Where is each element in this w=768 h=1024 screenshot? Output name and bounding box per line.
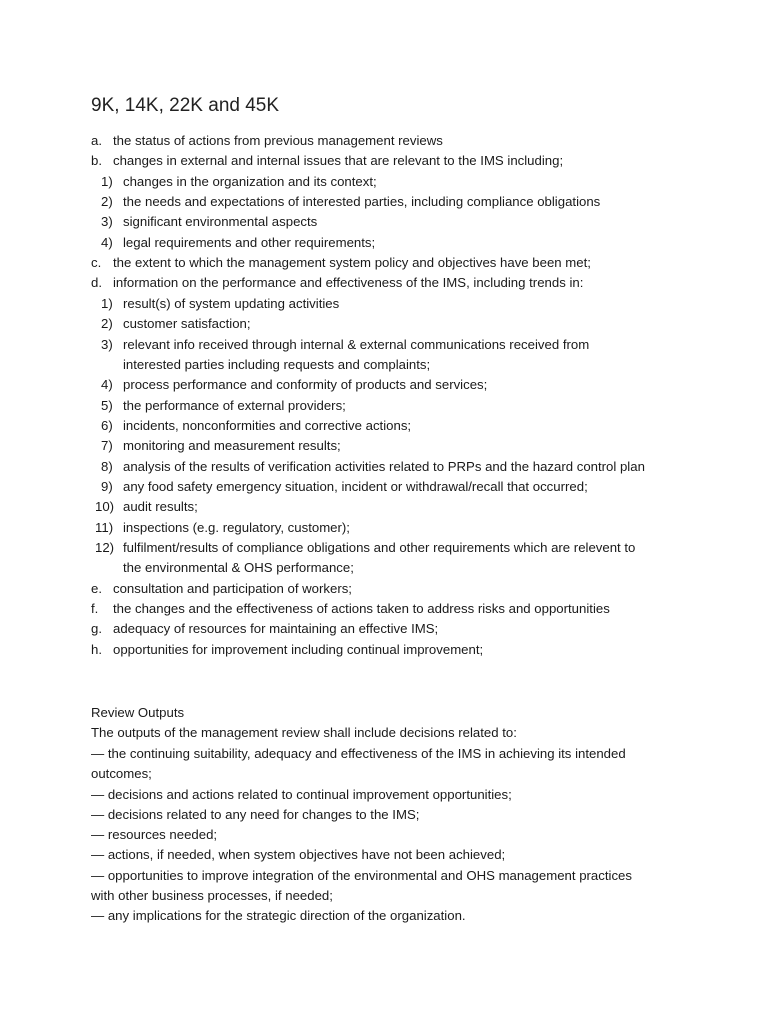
list-item-marker: 4) bbox=[101, 377, 113, 393]
review-outputs-intro: The outputs of the management review shall include decisions related to: bbox=[91, 725, 517, 740]
list-item bbox=[0, 641, 768, 661]
review-output-line: — opportunities to improve integration of the environmental and OHS management practices bbox=[91, 867, 632, 883]
list-item-marker: 6) bbox=[101, 417, 113, 433]
list-item-text: changes in external and internal issues that are relevant to the IMS including; bbox=[113, 153, 564, 169]
list-item bbox=[0, 254, 768, 274]
list-item bbox=[0, 356, 768, 376]
list-item bbox=[0, 458, 768, 478]
list-item-marker: 11) bbox=[95, 519, 114, 535]
review-outputs-title: Review Outputs bbox=[91, 705, 185, 720]
list-item bbox=[0, 498, 768, 518]
list-item-marker: 2) bbox=[101, 316, 113, 332]
list-item bbox=[0, 620, 768, 640]
list-item bbox=[0, 417, 768, 437]
list-item-marker: g. bbox=[91, 621, 102, 637]
list-item-text: inspections (e.g. regulatory, customer); bbox=[123, 519, 350, 535]
list-item-marker: c. bbox=[91, 255, 102, 271]
list-item bbox=[0, 234, 768, 254]
list-item-marker: b. bbox=[91, 153, 102, 169]
list-item-text: legal requirements and other requirements; bbox=[123, 234, 376, 250]
list-item bbox=[0, 559, 768, 579]
list-item-text: customer satisfaction; bbox=[123, 316, 251, 332]
list-item-marker: 12) bbox=[95, 540, 115, 555]
list-item-text: significant environmental aspects bbox=[123, 214, 318, 230]
list-item-text: the environmental & OHS performance; bbox=[123, 560, 354, 576]
list-item-text: the needs and expectations of interested parties, including compliance obligations bbox=[123, 194, 601, 210]
list-item-marker: 4) bbox=[101, 234, 113, 250]
list-item-text: relevant info received through internal & external communications received from bbox=[123, 336, 590, 352]
list-item-marker: 8) bbox=[101, 458, 113, 474]
list-item-text: changes in the organization and its context; bbox=[123, 173, 377, 189]
list-item-text: the performance of external providers; bbox=[123, 397, 346, 413]
list-item-text: consultation and participation of workers; bbox=[113, 580, 352, 596]
review-output-line: — resources needed; bbox=[91, 827, 218, 842]
list-item bbox=[0, 519, 768, 539]
list-item-marker: h. bbox=[91, 641, 102, 657]
list-item-marker: 3) bbox=[101, 336, 113, 352]
list-item-text: the changes and the effectiveness of actions taken to address risks and opportunities bbox=[113, 601, 610, 617]
list-item-text: fulfilment/results of compliance obligations and other requirements which are relevent to bbox=[123, 540, 636, 555]
list-item-marker: f. bbox=[91, 601, 99, 617]
list-item-marker: 2) bbox=[101, 194, 113, 210]
list-item-marker: 5) bbox=[101, 397, 113, 413]
list-item bbox=[0, 315, 768, 335]
list-item bbox=[0, 600, 768, 620]
list-item bbox=[0, 539, 768, 559]
list-item bbox=[0, 580, 768, 600]
list-item bbox=[0, 397, 768, 417]
list-item-text: result(s) of system updating activities bbox=[123, 295, 340, 311]
list-item-text: incidents, nonconformities and corrective actions; bbox=[123, 417, 412, 433]
list-item bbox=[0, 437, 768, 457]
list-item-marker: 1) bbox=[101, 295, 113, 311]
list-item bbox=[0, 478, 768, 498]
list-item bbox=[0, 152, 768, 172]
review-output-line: — the continuing suitability, adequacy and effectiveness of the IMS in achieving its intended bbox=[91, 746, 626, 761]
list-item bbox=[0, 193, 768, 213]
document-heading: 9K, 14K, 22K and 45K bbox=[91, 95, 280, 116]
review-output-line: with other business processes, if needed; bbox=[91, 887, 333, 903]
list-item-marker: e. bbox=[91, 580, 102, 596]
list-item bbox=[0, 336, 768, 356]
list-item-marker: d. bbox=[91, 275, 102, 291]
list-item-marker: 3) bbox=[101, 214, 113, 230]
list-item bbox=[0, 274, 768, 294]
list-item-marker: 1) bbox=[101, 173, 113, 189]
list-item-marker: 10) bbox=[95, 499, 115, 515]
list-item bbox=[0, 295, 768, 315]
list-item-marker: 7) bbox=[101, 438, 113, 454]
list-item-text: information on the performance and effectiveness of the IMS, including trends in: bbox=[113, 275, 584, 291]
list-item-text: audit results; bbox=[123, 499, 198, 515]
list-item bbox=[0, 173, 768, 193]
review-output-line: — actions, if needed, when system objectives have not been achieved; bbox=[91, 847, 506, 863]
list-item-text: adequacy of resources for maintaining an effective IMS; bbox=[113, 621, 439, 637]
review-output-line: outcomes; bbox=[91, 766, 152, 782]
list-item bbox=[0, 132, 768, 152]
list-item-text: monitoring and measurement results; bbox=[123, 438, 341, 454]
review-output-line: — decisions and actions related to continual improvement opportunities; bbox=[91, 786, 512, 802]
list-item-marker: a. bbox=[91, 133, 102, 148]
list-item-text: analysis of the results of verification activities related to PRPs and the hazard control plan bbox=[123, 458, 645, 474]
list-item-text: process performance and conformity of products and services; bbox=[123, 377, 488, 393]
list-item-text: interested parties including requests and complaints; bbox=[123, 356, 431, 372]
list-item-text: the extent to which the management system policy and objectives have been met; bbox=[113, 255, 591, 271]
list-item bbox=[0, 376, 768, 396]
list-item-text: the status of actions from previous management reviews bbox=[113, 133, 443, 148]
list-item-marker: 9) bbox=[101, 478, 113, 494]
review-output-line: — any implications for the strategic direction of the organization. bbox=[91, 908, 466, 923]
review-output-line: — decisions related to any need for changes to the IMS; bbox=[91, 806, 420, 822]
list-item-text: any food safety emergency situation, incident or withdrawal/recall that occurred; bbox=[123, 478, 588, 494]
list-item-text: opportunities for improvement including continual improvement; bbox=[113, 641, 484, 657]
list-item bbox=[0, 213, 768, 233]
